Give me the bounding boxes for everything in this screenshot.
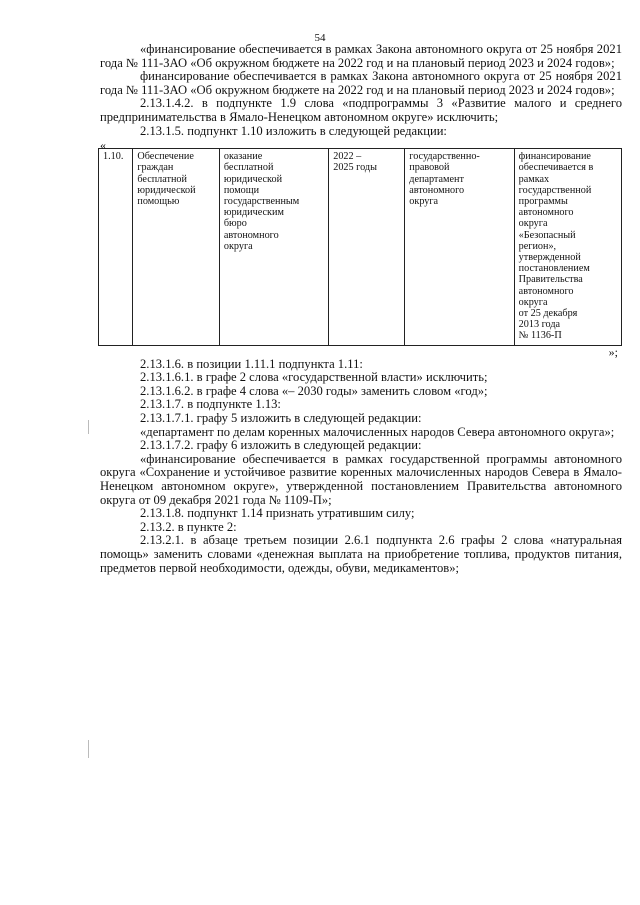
scan-margin-mark [88,740,89,758]
cell-financing: финансирование обеспечивается в рамках государственной программы автономного округа «Безопасный регион», утвержденной постановлением Правительства автономного округа от 25 декабря 2013 года № 1136-П [514,149,621,345]
paragraph: финансирование обеспечивается в рамках Закона автономного округа от 25 ноября 2021 года № 111-ЗАО «Об окружном бюджете на 2022 год и на плановый период 2023 и 2024 годов»; [100,69,622,97]
paragraph: «финансирование обеспечивается в рамках государственной программы автономного округа «Сохранение и устойчивое развитие коренных малочисленных народов Севера в Ямало-Ненецком автономном округе», утвержденной постановлением Правительства автономного округа от 09 декабря 2021 года № 1109-П»; [100,451,622,507]
paragraph: 2.13.1.6.1. в графе 2 слова «государственной власти» исключить; [140,370,488,385]
cell-period: 2022 – 2025 годы [329,149,405,345]
paragraph: 2.13.1.6.2. в графе 4 слова «– 2030 годы» заменить словом «год»; [140,383,488,398]
paragraph: 2.13.1.7.1. графу 5 изложить в следующей редакции: [140,410,422,425]
page-number: 54 [314,32,326,44]
paragraph: 2.13.1.7. в подпункте 1.13: [140,397,281,412]
paragraph: «финансирование обеспечивается в рамках Закона автономного округа от 25 ноября 2021 года № 111-ЗАО «Об окружном бюджете на 2022 год и на плановый период 2023 и 2024 годов»; [100,42,622,70]
document-body [100,43,622,575]
paragraph: 2.13.2.1. в абзаце третьем позиции 2.6.1 подпункта 2.6 графы 2 слова «натуральная помощь» заменить словами «денежная выплата на приобретение топлива, продуктов питания, предметов первой необходимости, одежды, обуви, медикаментов»; [100,533,622,575]
cell-number: 1.10. [99,149,133,345]
cell-executor: государственно- правовой департамент автономного округа [405,149,514,345]
scan-margin-mark [88,420,89,434]
quote-close-mark: »; [608,344,618,359]
paragraph: 2.13.1.4.2. в подпункте 1.9 слова «подпрограммы 3 «Развитие малого и среднего предпринимательства в Ямало-Ненецком автономном округе» исключить; [100,96,622,124]
paragraph: «департамент по делам коренных малочисленных народов Севера автономного округа»; [140,424,615,439]
paragraph: 2.13.2. в пункте 2: [140,519,237,534]
table-row [99,149,622,345]
cell-content: оказание бесплатной юридической помощи государственным юридическим бюро автономного округа [219,149,328,345]
cell-name: Обеспечение граждан бесплатной юридической помощью [133,149,219,345]
paragraph: 2.13.1.6. в позиции 1.11.1 подпункта 1.11: [140,356,363,371]
paragraph: 2.13.1.5. подпункт 1.10 изложить в следующей редакции: [140,123,447,138]
paragraph: 2.13.1.8. подпункт 1.14 признать утратившим силу; [140,506,415,521]
positions-table [98,148,622,345]
paragraph: 2.13.1.7.2. графу 6 изложить в следующей редакции: [140,438,422,453]
quote-open-mark: « [100,138,106,153]
